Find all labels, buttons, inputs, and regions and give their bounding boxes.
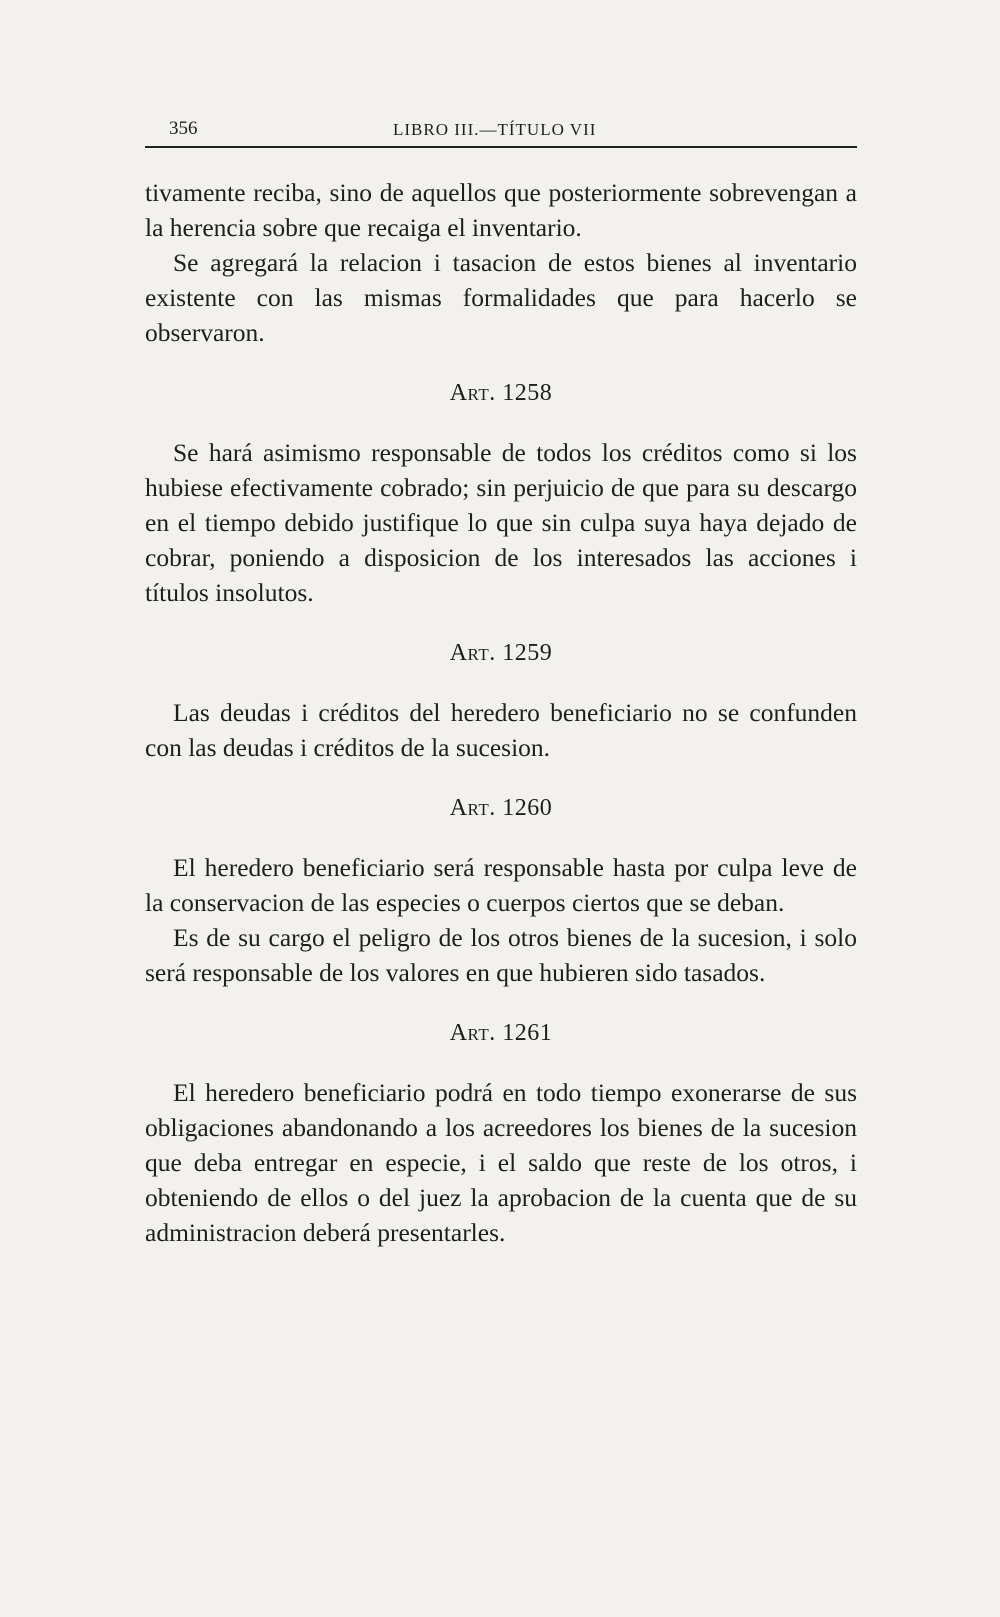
article-number: 1260 bbox=[502, 795, 553, 821]
article-number: 1259 bbox=[502, 640, 553, 666]
article-paragraph: El heredero beneficiario podrá en todo tiempo exonerarse de sus obligaciones abandonando a los acreedores los bienes de la sucesion que deba entregar en especie, i el saldo que reste de los otros, i obteniendo de ellos o del juez la aprobacion de la cuenta que de su administracion deberá presentarles. bbox=[145, 1078, 857, 1247]
intro-paragraph: tivamente reciba, sino de aquellos que posteriormente sobrevengan a la herencia sobre que recaiga el inventario. bbox=[145, 178, 857, 242]
article-heading bbox=[145, 636, 857, 671]
intro-paragraph: Se agregará la relacion i tasacion de estos bienes al inventario existente con las mismas formalidades que para hacerlo se observaron. bbox=[145, 248, 857, 347]
article-paragraph: Es de su cargo el peligro de los otros bienes de la sucesion, i solo será responsable de los valores en que hubieren sido tasados. bbox=[145, 923, 857, 987]
article-number: 1261 bbox=[502, 1020, 553, 1046]
article-label: Art. bbox=[449, 380, 496, 406]
article-heading bbox=[145, 1016, 857, 1051]
article-paragraph: Las deudas i créditos del heredero beneficiario no se confunden con las deudas i créditos de la sucesion. bbox=[145, 698, 857, 762]
article-paragraph: El heredero beneficiario será responsable hasta por culpa leve de la conservacion de las especies o cuerpos ciertos que se deban. bbox=[145, 853, 857, 917]
body-text bbox=[145, 175, 857, 1250]
article-number: 1258 bbox=[502, 380, 553, 406]
article-paragraph: Se hará asimismo responsable de todos los créditos como si los hubiese efectivamente cobrado; sin perjuicio de que para su descargo en el tiempo debido justifique lo que sin culpa suya haya dejado de cobrar, poniendo a disposicion de los interesados las acciones i títulos insolutos. bbox=[145, 438, 857, 607]
article-label: Art. bbox=[449, 1020, 496, 1046]
running-title: LIBRO III.—TÍTULO VII bbox=[393, 120, 597, 139]
page-number: 356 bbox=[169, 118, 198, 139]
article-label: Art. bbox=[449, 640, 496, 666]
article-heading bbox=[145, 791, 857, 826]
page-header bbox=[145, 112, 857, 148]
article-heading bbox=[145, 376, 857, 411]
article-label: Art. bbox=[449, 795, 496, 821]
